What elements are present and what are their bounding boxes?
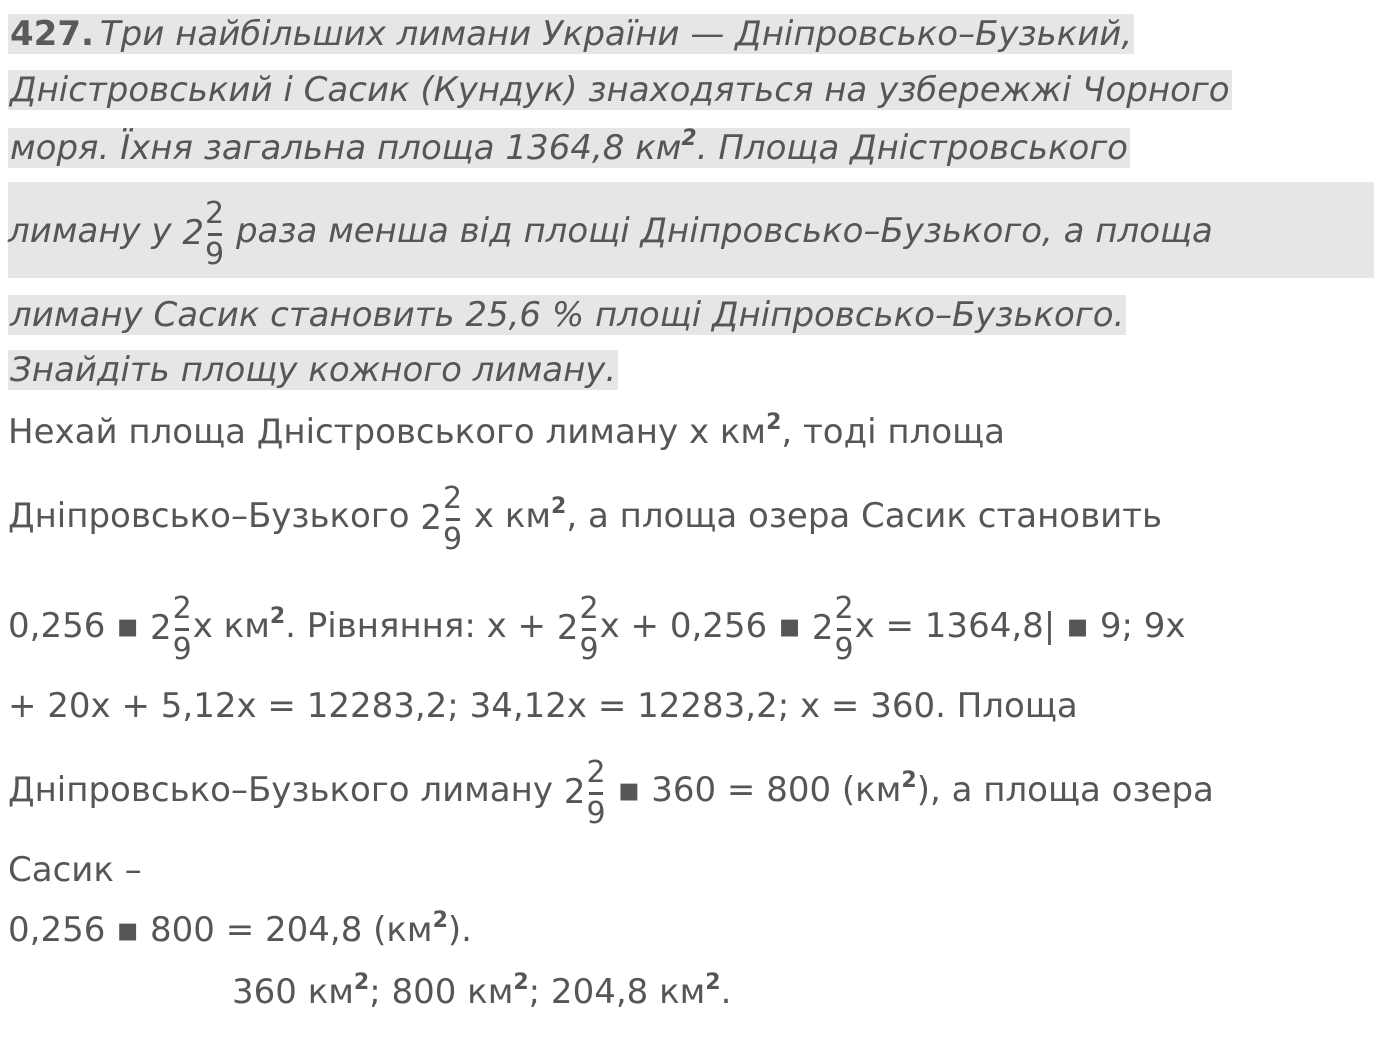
fraction-bar <box>582 628 596 631</box>
mixed-whole: 2 <box>150 607 172 648</box>
fraction-bar <box>837 628 851 631</box>
fraction-denominator: 9 <box>579 631 599 667</box>
answer-text-b: ; 800 км <box>369 972 514 1012</box>
problem-line-4 <box>8 185 1213 279</box>
solution-text-7b: ). <box>447 910 472 950</box>
problem-number: 427. <box>10 14 94 54</box>
solution-text-2c: , а площа озера Сасик становить <box>566 496 1163 536</box>
fraction-denominator: 9 <box>205 236 225 272</box>
solution-text-4: + 20х + 5,12х = 12283,2; 34,12х = 12283,2; х = 360. Площа <box>8 686 1078 726</box>
mixed-whole: 2 <box>420 497 442 538</box>
problem-text-6: Знайдіть площу кожного лиману. <box>10 350 617 390</box>
square-superscript: 2 <box>705 970 721 995</box>
square-superscript: 2 <box>513 970 529 995</box>
solution-text-6: Сасик – <box>8 850 142 890</box>
solution-text-3a: 0,256 ▪ <box>8 606 140 646</box>
mixed-whole: 2 <box>182 212 205 253</box>
fraction-numerator: 2 <box>205 195 225 231</box>
problem-line-5 <box>8 295 1126 335</box>
solution-text-3d: х + 0,256 ▪ <box>599 606 802 646</box>
square-superscript: 2 <box>353 970 370 995</box>
fraction-bar <box>208 233 222 236</box>
mixed-fraction <box>557 582 600 674</box>
square-superscript: 2 <box>432 908 448 933</box>
problem-line-1 <box>8 14 1134 54</box>
problem-text-5: лиману Сасик становить 25,6 % площі Дніпровсько–Бузького. <box>10 295 1125 335</box>
fraction-bar <box>446 518 460 521</box>
fraction-denominator: 9 <box>442 521 463 557</box>
solution-text-2a: Дніпровсько–Бузького <box>8 496 410 536</box>
solution-text-5b: ▪ 360 = 800 (км <box>617 770 902 810</box>
fraction-denominator: 9 <box>586 795 606 831</box>
solution-text-3c: . Рівняння: х + <box>285 606 547 646</box>
answer-text-d: . <box>720 972 732 1012</box>
fraction-bar <box>589 792 603 795</box>
mixed-fraction <box>812 582 855 674</box>
solution-line-1 <box>8 412 1005 452</box>
solution-line-3 <box>8 580 1186 674</box>
mixed-fraction <box>420 472 463 564</box>
problem-line-2 <box>8 70 1232 110</box>
solution-text-7a: 0,256 ▪ 800 = 204,8 (км <box>8 910 433 950</box>
problem-text-4b: раза менша від площі Дніпровсько–Бузького, а площа <box>235 211 1213 251</box>
problem-text-3a: моря. Їхня загальна площа 1364,8 км <box>10 128 682 168</box>
problem-line-6 <box>8 350 618 390</box>
solution-line-6 <box>8 850 142 890</box>
solution-text-1a: Нехай площа Дністровського лиману х км <box>8 412 767 452</box>
solution-text-1b: , тоді площа <box>781 412 1005 452</box>
solution-line-2 <box>8 470 1162 564</box>
fraction-denominator: 9 <box>834 631 854 667</box>
square-superscript: 2 <box>269 604 286 629</box>
square-superscript: 2 <box>901 768 917 793</box>
problem-text-4a: лиману у <box>8 211 172 251</box>
solution-text-2b: х км <box>473 496 552 536</box>
fraction-bar <box>175 628 189 631</box>
mixed-whole: 2 <box>556 607 579 648</box>
fraction-numerator: 2 <box>172 590 192 626</box>
square-superscript: 2 <box>681 126 697 151</box>
fraction-numerator: 2 <box>442 480 463 516</box>
mixed-fraction <box>182 187 225 279</box>
fraction-numerator: 2 <box>579 590 599 626</box>
answer-text-c: ; 204,8 км <box>528 972 706 1012</box>
square-superscript: 2 <box>766 410 782 435</box>
solution-text-3b: х км <box>192 606 270 646</box>
answer-text-a: 360 км <box>232 972 354 1012</box>
problem-line-3 <box>8 128 1130 168</box>
solution-line-4 <box>8 686 1078 726</box>
mixed-whole: 2 <box>563 771 586 812</box>
problem-text-3b: . Площа Дністровського <box>696 128 1128 168</box>
square-superscript: 2 <box>551 494 567 519</box>
mixed-whole: 2 <box>811 607 834 648</box>
fraction-numerator: 2 <box>834 590 854 626</box>
solution-line-5 <box>8 744 1214 838</box>
solution-text-3e: х = 1364,8| ▪ 9; 9х <box>854 606 1186 646</box>
problem-text-1: Три найбільших лимани України — Дніпровсько–Бузький, <box>99 14 1133 54</box>
fraction-numerator: 2 <box>586 754 606 790</box>
mixed-fraction <box>150 582 193 674</box>
problem-text-2: Дністровський і Сасик (Кундук) знаходяться на узбережжі Чорного <box>10 70 1230 110</box>
solution-text-5c: ), а площа озера <box>916 770 1214 810</box>
answer-line <box>232 972 731 1012</box>
fraction-denominator: 9 <box>172 631 192 667</box>
solution-text-5a: Дніпровсько–Бузького лиману <box>8 770 553 810</box>
solution-line-7 <box>8 910 472 950</box>
mixed-fraction <box>564 746 607 838</box>
